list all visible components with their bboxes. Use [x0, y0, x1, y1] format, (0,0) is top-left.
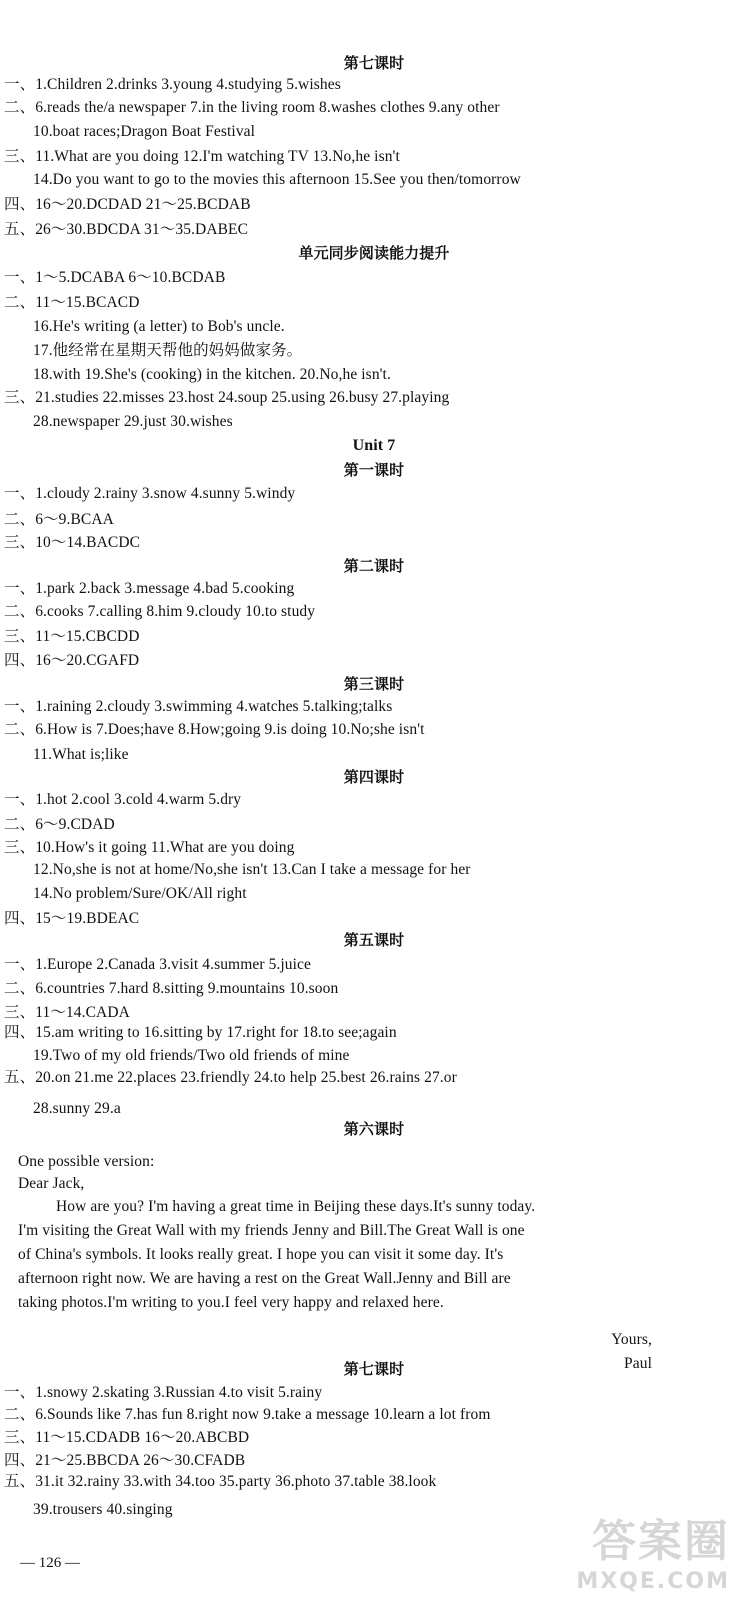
answer-line: 一、1～5.DCABA 6～10.BCDAB: [4, 269, 226, 286]
section-heading: 第四课时: [343, 768, 405, 786]
answer-line: I'm visiting the Great Wall with my friends Jenny and Bill.The Great Wall is one: [18, 1222, 525, 1239]
section-heading: 单元同步阅读能力提升: [298, 244, 450, 262]
answer-line: 28.newspaper 29.just 30.wishes: [33, 413, 233, 430]
answer-line: 18.with 19.She's (cooking) in the kitchen. 20.No,he isn't.: [33, 366, 391, 383]
answer-line: 三、10.How's it going 11.What are you doing: [4, 839, 295, 856]
answer-line: How are you? I'm having a great time in Beijing these days.It's sunny today.: [56, 1198, 536, 1215]
answer-line: 二、6.reads the/a newspaper 7.in the living room 8.washes clothes 9.any other: [4, 99, 500, 116]
answer-line: 四、16～20.CGAFD: [4, 652, 140, 669]
answer-line: 一、1.snowy 2.skating 3.Russian 4.to visit 5.rainy: [4, 1384, 323, 1401]
answer-line: 四、21～25.BBCDA 26～30.CFADB: [4, 1452, 246, 1469]
answer-line: 17.他经常在星期天帮他的妈妈做家务。: [33, 342, 303, 359]
answer-line: 二、11～15.BCACD: [4, 294, 140, 311]
answer-line: 14.No problem/Sure/OK/All right: [33, 885, 247, 902]
watermark-url: MXQE.COM: [576, 1569, 730, 1594]
answer-line: 二、6～9.BCAA: [4, 511, 114, 528]
watermark-logo: [576, 1505, 730, 1594]
page-number: — 126 —: [20, 1555, 80, 1571]
answer-line: 二、6.Sounds like 7.has fun 8.right now 9.take a message 10.learn a lot from: [4, 1406, 491, 1423]
answer-line: 五、26～30.BDCDA 31～35.DABEC: [4, 221, 249, 238]
answer-line: 五、20.on 21.me 22.places 23.friendly 24.to help 25.best 26.rains 27.or: [4, 1069, 457, 1086]
answer-line: 11.What is;like: [33, 746, 129, 763]
answer-line: Dear Jack,: [18, 1175, 85, 1192]
answer-line: taking photos.I'm writing to you.I feel very happy and relaxed here.: [18, 1294, 444, 1311]
answer-line: 12.No,she is not at home/No,she isn't 13.Can I take a message for her: [33, 861, 471, 878]
answer-line: 一、1.cloudy 2.rainy 3.snow 4.sunny 5.windy: [4, 485, 296, 502]
answer-line: 二、6.How is 7.Does;have 8.How;going 9.is doing 10.No;she isn't: [4, 721, 425, 738]
answer-line: 39.trousers 40.singing: [33, 1501, 173, 1518]
answer-line: 四、15.am writing to 16.sitting by 17.right for 18.to see;again: [4, 1024, 397, 1041]
section-heading: 第二课时: [343, 557, 405, 575]
section-heading: 第一课时: [343, 461, 405, 479]
letter-closing: Yours,: [611, 1331, 652, 1348]
answer-line: 三、11～15.CBCDD: [4, 628, 140, 645]
answer-line: 一、1.park 2.back 3.message 4.bad 5.cooking: [4, 580, 295, 597]
answer-line: 五、31.it 32.rainy 33.with 34.too 35.party 36.photo 37.table 38.look: [4, 1473, 437, 1490]
answer-line: 三、21.studies 22.misses 23.host 24.soup 25.using 26.busy 27.playing: [4, 389, 450, 406]
answer-line: 14.Do you want to go to the movies this afternoon 15.See you then/tomorrow: [33, 171, 521, 188]
answer-line: 四、15～19.BDEAC: [4, 910, 140, 927]
section-heading: 第七课时: [343, 1360, 405, 1378]
answer-line: 三、11.What are you doing 12.I'm watching TV 13.No,he isn't: [4, 148, 400, 165]
answer-line: 三、11～14.CADA: [4, 1004, 130, 1021]
answer-line: 一、1.raining 2.cloudy 3.swimming 4.watches 5.talking;talks: [4, 698, 393, 715]
answer-line: 19.Two of my old friends/Two old friends of mine: [33, 1047, 350, 1064]
answer-line: 一、1.Europe 2.Canada 3.visit 4.summer 5.juice: [4, 956, 312, 973]
answer-line: 16.He's writing (a letter) to Bob's uncle.: [33, 318, 285, 335]
answer-line: One possible version:: [18, 1153, 155, 1170]
answer-line: of China's symbols. It looks really great. I hope you can visit it some day. It's: [18, 1246, 504, 1263]
watermark-text: 答案圈: [592, 1516, 730, 1567]
section-heading: 第六课时: [343, 1120, 405, 1138]
answer-line: 三、10～14.BACDC: [4, 534, 141, 551]
answer-line: 10.boat races;Dragon Boat Festival: [33, 123, 256, 140]
section-heading: 第五课时: [343, 931, 405, 949]
answer-line: 三、11～15.CDADB 16～20.ABCBD: [4, 1429, 250, 1446]
answer-line: 一、1.hot 2.cool 3.cold 4.warm 5.dry: [4, 791, 242, 808]
section-heading: 第三课时: [343, 675, 405, 693]
section-heading: 第七课时: [343, 54, 405, 72]
answer-line: 二、6.countries 7.hard 8.sitting 9.mountains 10.soon: [4, 980, 339, 997]
answer-line: 四、16～20.DCDAD 21～25.BCDAB: [4, 196, 251, 213]
answer-line: 二、6.cooks 7.calling 8.him 9.cloudy 10.to study: [4, 603, 316, 620]
answer-line: afternoon right now. We are having a rest on the Great Wall.Jenny and Bill are: [18, 1270, 511, 1287]
answer-line: 二、6～9.CDAD: [4, 816, 115, 833]
answer-line: 一、1.Children 2.drinks 3.young 4.studying 5.wishes: [4, 76, 341, 93]
answer-line: 28.sunny 29.a: [33, 1100, 121, 1117]
letter-closing: Paul: [624, 1355, 652, 1372]
unit-title: Unit 7: [352, 437, 396, 454]
